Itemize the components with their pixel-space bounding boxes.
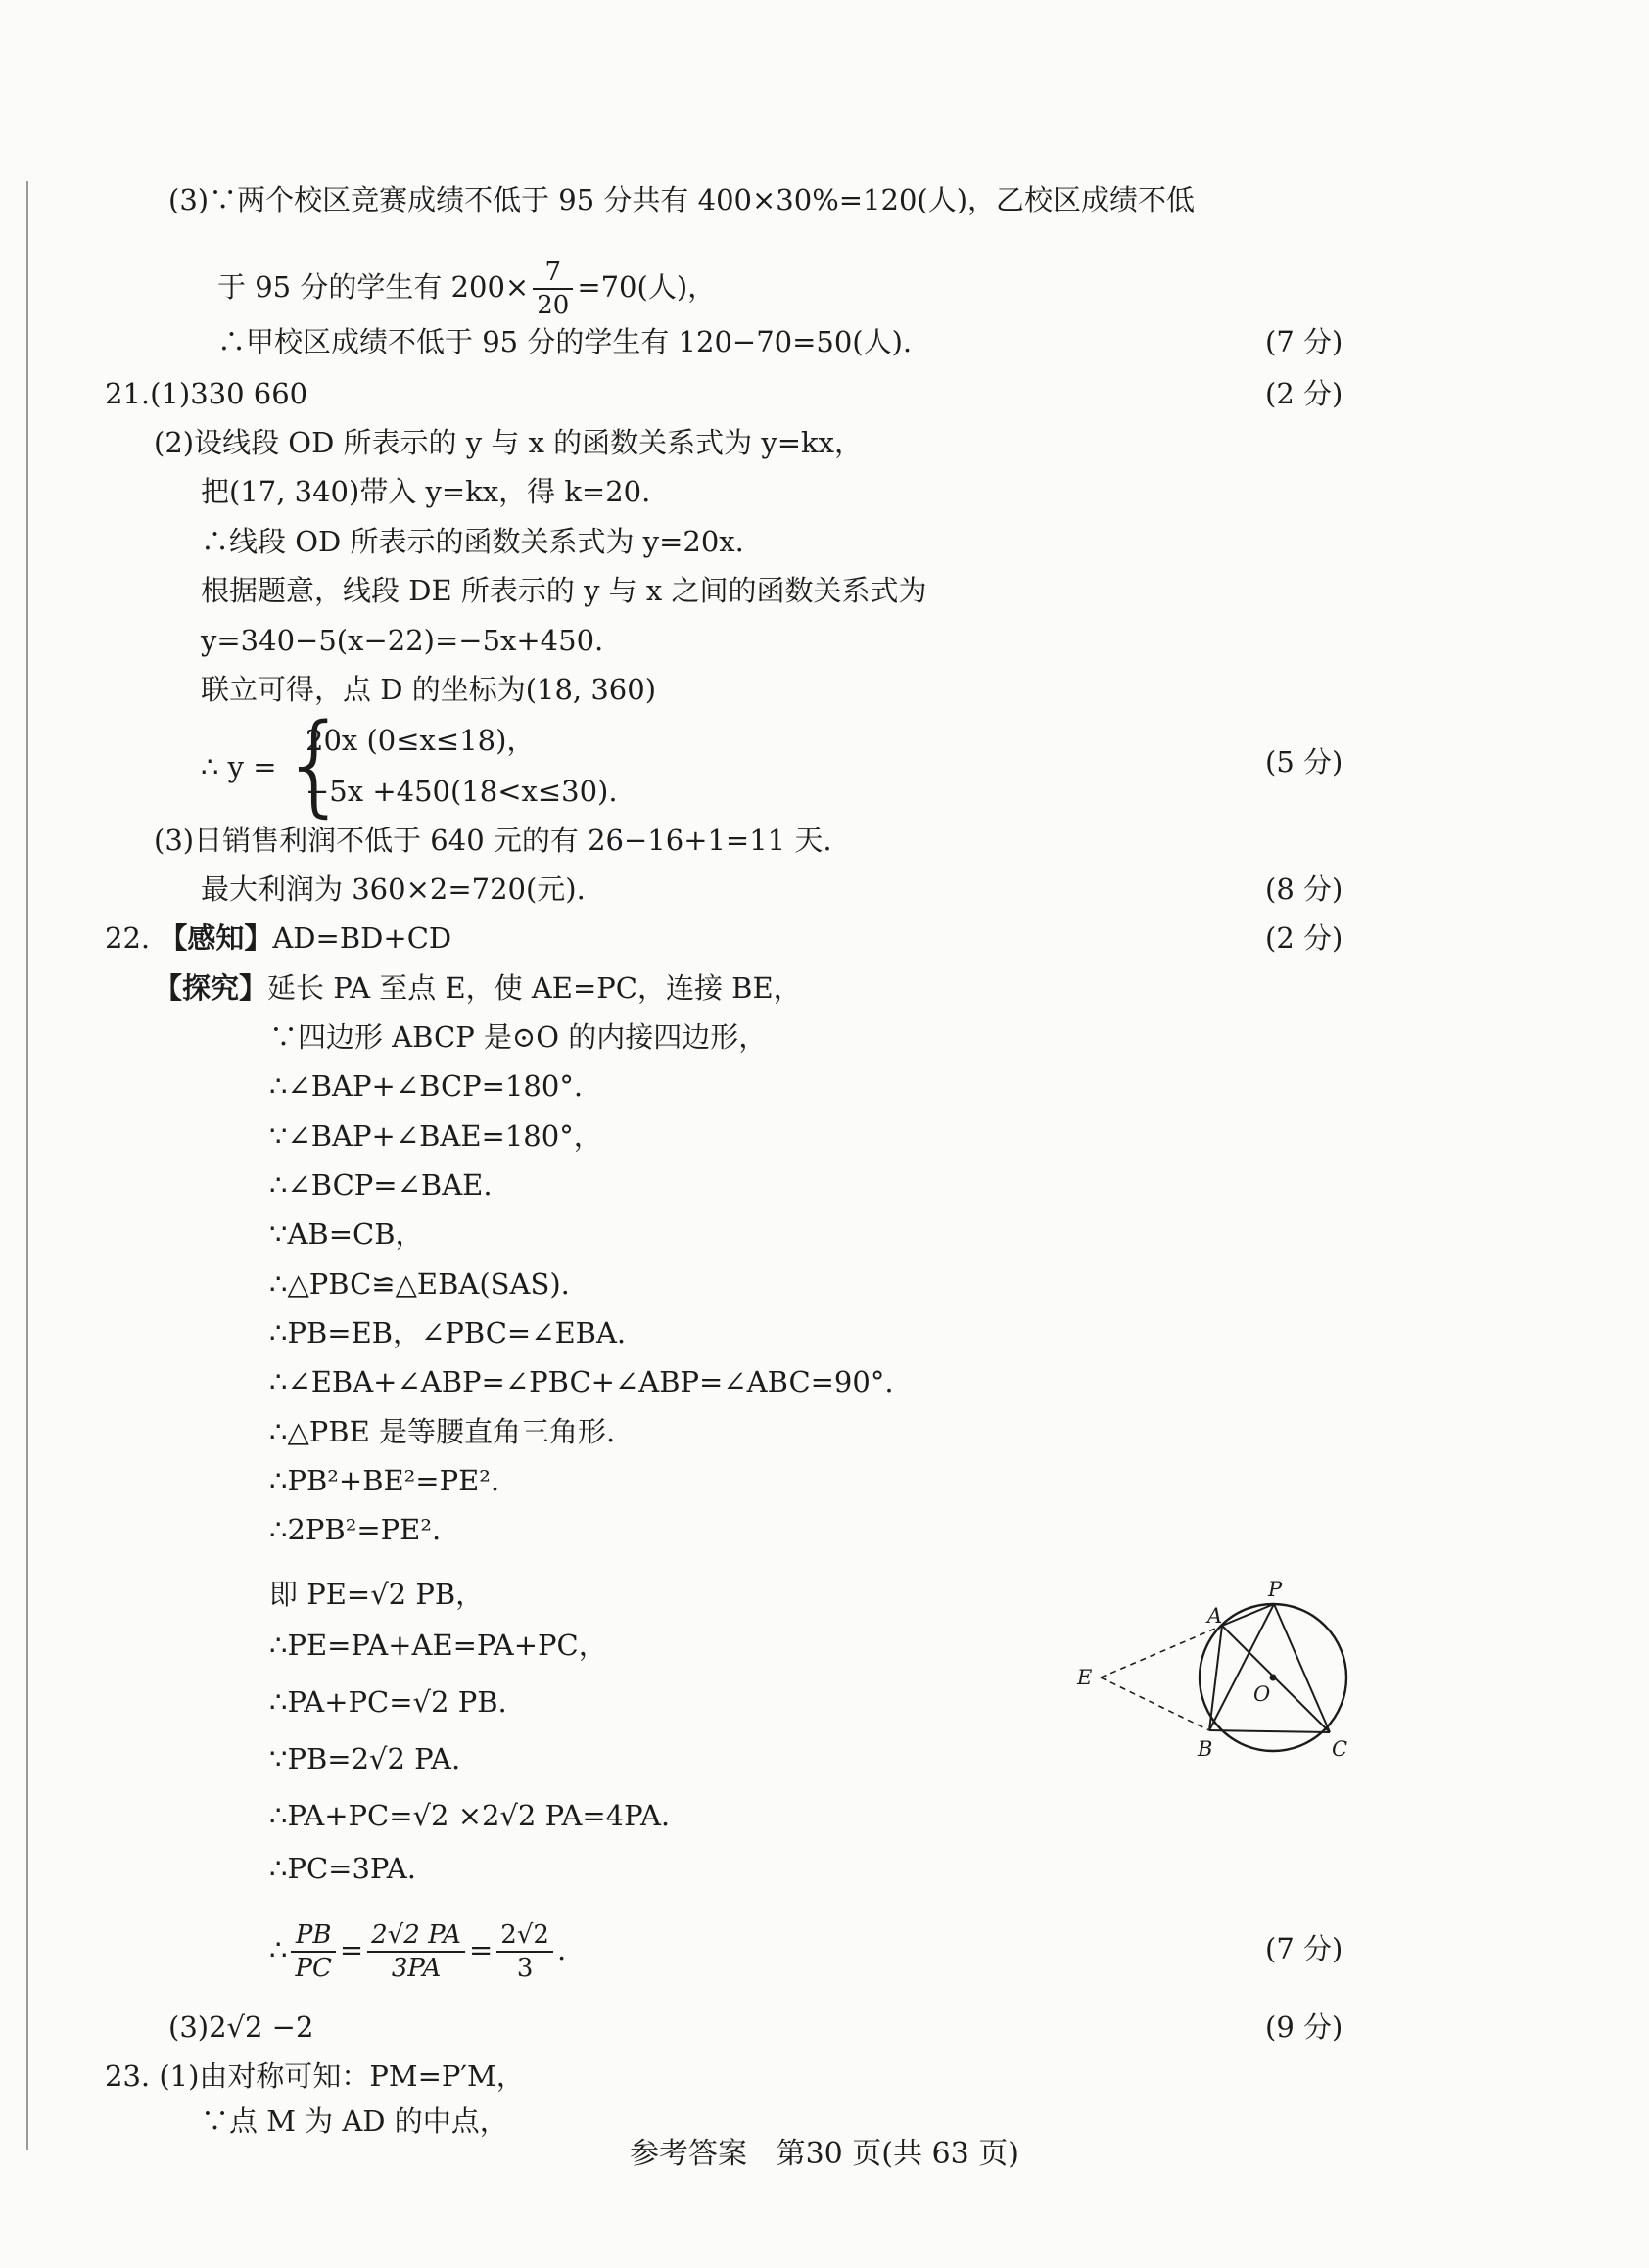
proof-step: 即 PE=√2 PB， bbox=[269, 1578, 485, 1611]
q20-part3-line1: (3)∵两个校区竞赛成绩不低于 95 分共有 400×30%=120(人)，乙校区成绩不低 bbox=[168, 183, 1196, 216]
q22-part3: (3)2√2 −2 bbox=[168, 2010, 314, 2044]
proof-step: ∴PA+PC=√2 ×2√2 PA=4PA. bbox=[269, 1799, 671, 1832]
q20-points: (7 分) bbox=[1265, 325, 1343, 358]
q21-part2-line3: ∴线段 OD 所表示的函数关系式为 y=20x. bbox=[201, 525, 744, 558]
proof-step: ∴PE=PA+AE=PA+PC， bbox=[269, 1629, 607, 1662]
q22-tanjiu-tag: 【探究】 bbox=[154, 971, 268, 1005]
proof-step: ∴PB²+BE²=PE². bbox=[269, 1464, 500, 1497]
footer-page-number: 第30 页(共 63 页) bbox=[776, 2137, 1019, 2171]
q21-part2-line2: 把(17, 340)带入 y=kx，得 k=20. bbox=[201, 475, 651, 508]
q20-part3-line3: ∴甲校区成绩不低于 95 分的学生有 120−70=50(人). bbox=[217, 325, 913, 358]
proof-step: ∴∠BAP+∠BCP=180°. bbox=[269, 1069, 584, 1103]
q23-line1: 23. (1)由对称可知：PM=P′M， bbox=[105, 2059, 525, 2093]
q21-part1-points: (2 分) bbox=[1265, 377, 1343, 410]
label-c: C bbox=[1332, 1737, 1348, 1761]
center-point-o bbox=[1270, 1675, 1277, 1681]
label-o: O bbox=[1253, 1682, 1271, 1706]
q22-ganzhi-points: (2 分) bbox=[1265, 921, 1343, 955]
fraction-2root2-3 bbox=[496, 1919, 553, 1984]
q21-part3-line1: (3)日销售利润不低于 640 元的有 26−16+1=11 天. bbox=[154, 824, 832, 857]
q21-part3-line2: 最大利润为 360×2=720(元). bbox=[201, 873, 586, 906]
q22-tanjiu-text: 延长 PA 至点 E，使 AE=PC，连接 BE， bbox=[267, 971, 802, 1005]
proof-step: ∴PB=EB，∠PBC=∠EBA. bbox=[269, 1316, 627, 1349]
label-a: A bbox=[1207, 1604, 1223, 1628]
q20-part3-line2-text: 于 95 分的学生有 200× bbox=[217, 270, 530, 304]
q21-piecewise-case1: 20x (0≤x≤18)， bbox=[306, 724, 536, 757]
proof-step: ∴△PBC≌△EBA(SAS). bbox=[269, 1267, 570, 1300]
fraction-denominator: 3PA bbox=[391, 1954, 442, 1983]
fraction-numerator: 2√2 PA bbox=[367, 1919, 465, 1953]
label-p: P bbox=[1268, 1578, 1283, 1601]
q22-tanjiu-points: (7 分) bbox=[1265, 1932, 1343, 1965]
proof-step: ∴PC=3PA. bbox=[269, 1852, 416, 1885]
fraction-numerator: 2√2 bbox=[496, 1919, 553, 1953]
q22-number: 22. bbox=[105, 921, 151, 955]
fraction-pb-pc bbox=[291, 1919, 335, 1984]
circle-quadrilateral-figure bbox=[1067, 1572, 1361, 1768]
q22-ganzhi-text: AD=BD+CD bbox=[272, 921, 452, 955]
fraction-numerator: 7 bbox=[533, 257, 573, 290]
proof-step: ∵AB=CB， bbox=[269, 1217, 424, 1251]
q21-part2-line4: 根据题意，线段 DE 所表示的 y 与 x 之间的函数关系式为 bbox=[201, 574, 927, 607]
segment-eb-dashed bbox=[1101, 1677, 1209, 1730]
proof-step: ∴∠BCP=∠BAE. bbox=[269, 1168, 493, 1202]
proof-step: ∵∠BAP+∠BAE=180°， bbox=[269, 1119, 602, 1153]
q21-part2-line5: y=340−5(x−22)=−5x+450. bbox=[201, 624, 604, 657]
proof-step: ∴PA+PC=√2 PB. bbox=[269, 1685, 507, 1719]
proof-step: ∴△PBE 是等腰直角三角形. bbox=[269, 1415, 616, 1448]
page-footer bbox=[0, 2129, 1649, 2172]
q21-part2-line1: (2)设线段 OD 所表示的 y 与 x 的函数关系式为 y=kx， bbox=[154, 426, 863, 459]
binding-margin-line bbox=[26, 181, 28, 2150]
fraction-numerator: PB bbox=[291, 1919, 335, 1953]
fraction-denominator: 3 bbox=[516, 1954, 534, 1983]
fraction-7-20 bbox=[533, 257, 573, 321]
label-e: E bbox=[1077, 1666, 1093, 1689]
q21-part1: 21.(1)330 660 bbox=[105, 377, 308, 410]
proof-step: ∴∠EBA+∠ABP=∠PBC+∠ABP=∠ABC=90°. bbox=[269, 1365, 894, 1398]
q22-tanjiu-line bbox=[154, 969, 802, 1008]
label-b: B bbox=[1198, 1737, 1213, 1761]
q23-line2: ∵点 M 为 AD 的中点， bbox=[201, 2104, 508, 2138]
fraction-denominator: PC bbox=[295, 1954, 332, 1983]
q20-part3-line2 bbox=[217, 257, 716, 321]
q21-piecewise-case2: −5x +450(18<x≤30). bbox=[306, 775, 618, 808]
q21-part2-line6: 联立可得，点 D 的坐标为(18, 360) bbox=[201, 673, 657, 706]
proof-step: ∵四边形 ABCP 是⊙O 的内接四边形， bbox=[269, 1020, 768, 1054]
segment-bc bbox=[1209, 1730, 1330, 1732]
q21-piecewise-prefix: ∴ y = bbox=[201, 750, 277, 783]
footer-title: 参考答案 bbox=[630, 2137, 748, 2171]
q22-ganzhi-line bbox=[105, 919, 451, 958]
q22-ganzhi-tag: 【感知】 bbox=[159, 921, 273, 955]
q22-final-ratio: ∴ $\frac{PB}{PC}$ = $\frac{2√2 PA}{3PA}$ = $\frac{2√2}{3}$ . bbox=[269, 1920, 567, 1983]
q22-part3-points: (9 分) bbox=[1265, 2010, 1343, 2044]
q21-part2-points: (5 分) bbox=[1265, 745, 1343, 779]
proof-step: ∴2PB²=PE². bbox=[269, 1513, 442, 1546]
therefore-symbol: ∴ bbox=[269, 1933, 288, 1966]
fraction-2root2pa-3pa bbox=[367, 1919, 465, 1984]
left-brace-icon: { bbox=[280, 701, 351, 828]
q20-part3-line2-result: =70(人)， bbox=[577, 270, 717, 304]
segment-ab bbox=[1209, 1626, 1222, 1730]
proof-step: ∵PB=2√2 PA. bbox=[269, 1742, 461, 1775]
q21-part3-points: (8 分) bbox=[1265, 873, 1343, 906]
fraction-denominator: 20 bbox=[537, 291, 570, 320]
